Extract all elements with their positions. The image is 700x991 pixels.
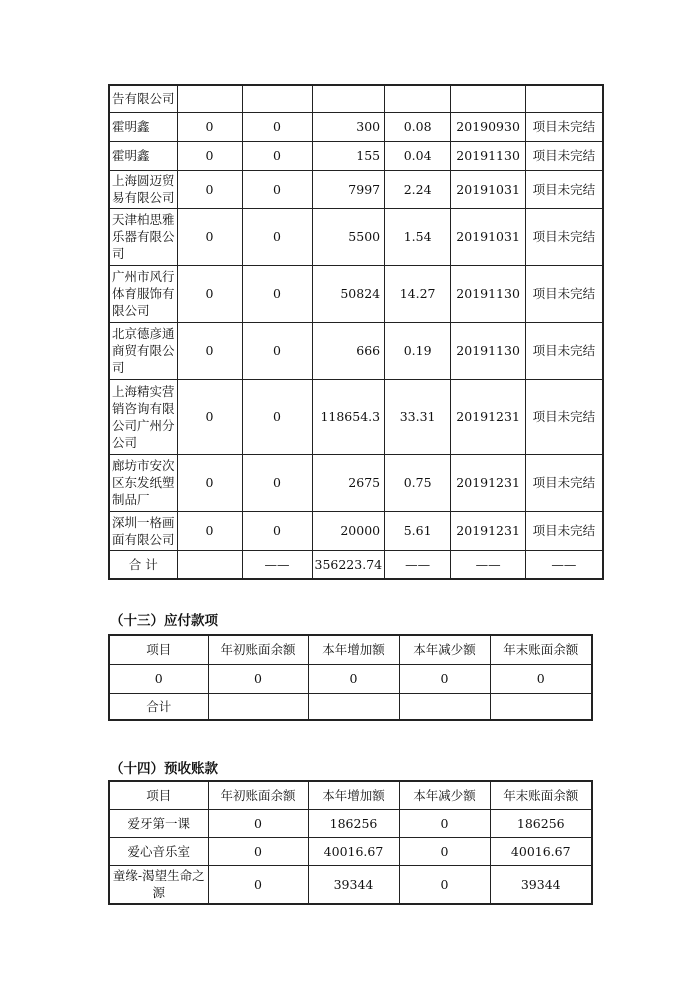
company-name-cell: 告有限公司 bbox=[109, 85, 177, 112]
column-header: 年初账面余额 bbox=[208, 781, 308, 809]
section-13-title: （十三）应付款项 bbox=[110, 613, 218, 629]
table-row: 深圳一格画面有限公司 0 0 20000 5.61 20191231 项目未完结 bbox=[109, 511, 603, 550]
table-row: 爱牙第一课 0 186256 0 186256 bbox=[109, 809, 592, 837]
company-name-cell: 深圳一格画面有限公司 bbox=[109, 511, 177, 550]
receivables-detail-table bbox=[108, 84, 604, 580]
company-name-cell: 广州市风行体育服饰有限公司 bbox=[109, 265, 177, 322]
table-row: 上海圆迈贸易有限公司 0 0 7997 2.24 20191031 项目未完结 bbox=[109, 170, 603, 208]
company-name-cell: 廊坊市安次区东发纸塑制品厂 bbox=[109, 454, 177, 511]
total-row bbox=[109, 693, 592, 720]
table-row: 廊坊市安次区东发纸塑制品厂 0 0 2675 0.75 20191231 项目未完结 bbox=[109, 454, 603, 511]
total-label: 合计 bbox=[109, 693, 208, 720]
payables-table bbox=[108, 634, 593, 721]
column-header: 本年减少额 bbox=[399, 781, 490, 809]
table-row: 爱心音乐室 0 40016.67 0 40016.67 bbox=[109, 837, 592, 865]
column-header: 年末账面余额 bbox=[490, 635, 592, 664]
table-row: 广州市风行体育服饰有限公司 0 0 50824 14.27 20191130 项目未完结 bbox=[109, 265, 603, 322]
header-row bbox=[109, 781, 592, 809]
column-header: 项目 bbox=[109, 781, 208, 809]
company-name-cell: 北京德彦通商贸有限公司 bbox=[109, 322, 177, 379]
column-header: 本年减少额 bbox=[399, 635, 490, 664]
header-row bbox=[109, 635, 592, 664]
total-amount: 356223.74 bbox=[312, 550, 385, 579]
company-name-cell: 霍明鑫 bbox=[109, 141, 177, 170]
column-header: 本年增加额 bbox=[308, 781, 399, 809]
company-name-cell: 上海圆迈贸易有限公司 bbox=[109, 170, 177, 208]
column-header: 本年增加额 bbox=[308, 635, 399, 664]
total-label: 合 计 bbox=[109, 550, 177, 579]
company-name-cell: 天津柏思雅乐器有限公司 bbox=[109, 208, 177, 265]
column-header: 年末账面余额 bbox=[490, 781, 592, 809]
advance-receipts-table bbox=[108, 780, 593, 905]
table-row: 天津柏思雅乐器有限公司 0 0 5500 1.54 20191031 项目未完结 bbox=[109, 208, 603, 265]
section-14-title: （十四）预收账款 bbox=[110, 761, 218, 777]
company-name-cell: 霍明鑫 bbox=[109, 112, 177, 141]
column-header: 年初账面余额 bbox=[208, 635, 308, 664]
table-row: 上海精实营销咨询有限公司广州分公司 0 0 118654.3 33.31 20191231 项目未完结 bbox=[109, 379, 603, 454]
total-row: 合 计 —— 356223.74 —— —— —— bbox=[109, 550, 603, 579]
table-row: 0 0 0 0 0 bbox=[109, 664, 592, 693]
company-name-cell: 上海精实营销咨询有限公司广州分公司 bbox=[109, 379, 177, 454]
table-row: 霍明鑫 0 0 155 0.04 20191130 项目未完结 bbox=[109, 141, 603, 170]
table-row bbox=[109, 85, 603, 112]
table-row: 北京德彦通商贸有限公司 0 0 666 0.19 20191130 项目未完结 bbox=[109, 322, 603, 379]
table-row: 童缘-渴望生命之源 0 39344 0 39344 bbox=[109, 865, 592, 904]
table-row: 霍明鑫 0 0 300 0.08 20190930 项目未完结 bbox=[109, 112, 603, 141]
column-header: 项目 bbox=[109, 635, 208, 664]
